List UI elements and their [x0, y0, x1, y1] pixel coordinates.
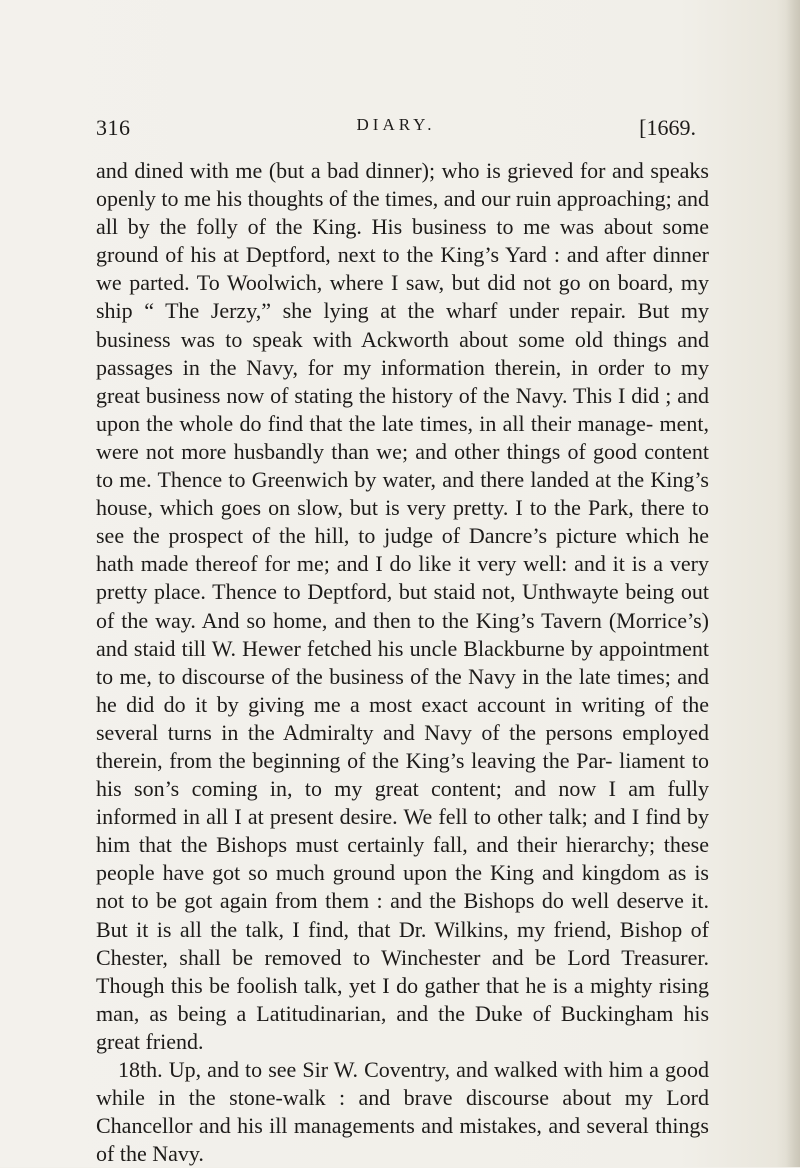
running-title: DIARY. — [356, 115, 436, 134]
diary-text — [96, 157, 709, 1168]
paragraph-continuation: and dined with me (but a bad dinner); who is grieved for and speaks openly to me his thoughts of the times, and our ruin approaching; and all by the folly of the King. His business to me was about some ground of his at Deptford, next to the King’s Yard : and after dinner we parted. To Woolwich, where I saw, but did not go on board, my ship “ The Jerzy,” she lying at the wharf under repair. But my business was to speak with Ackworth about some old things and passages in the Navy, for my information therein, in order to my great business now of stating the history of the Navy. This I did ; and upon the whole do find that the late times, in all their manage- ment, were not more husbandly than we; and other things of good content to me. Thence to Greenwich by water, and there landed at the King’s house, which goes on slow, but is very pretty. I to the Park, there to see the prospect of the hill, to judge of Dancre’s picture which he hath made thereof for me; and I do like it very well: and it is a very pretty place. Thence to Deptford, but staid not, Unthwayte being out of the way. And so home, and then to the King’s Tavern (Morrice’s) and staid till W. Hewer fetched his uncle Blackburne by appointment to me, to discourse of the business of the Navy in the late times; and he did do it by giving me a most exact account in writing of the several turns in the Admiralty and Navy of the persons employed therein, from the beginning of the King’s leaving the Par- liament to his son’s coming in, to my great content; and now I am fully informed in all I at present desire. We fell to other talk; and I find by him that the Bishops must certainly fall, and their hierarchy; these people have got so much ground upon the King and kingdom as is not to be got again from them : and the Bishops do well deserve it. But it is all the talk, I find, that Dr. Wilkins, my friend, Bishop of Chester, shall be removed to Winchester and be Lord Treasurer. Though this be foolish talk, yet I do gather that he is a mighty rising man, as being a Latitudinarian, and the Duke of Buckingham his great friend. — [96, 158, 709, 1054]
running-year: [1669. — [639, 115, 696, 140]
page-number: 316 — [96, 115, 131, 140]
page-edge-shadow — [786, 0, 800, 1167]
paragraph-18th: 18th. Up, and to see Sir W. Coventry, and walked with him a good while in the stone-walk : and brave discourse about my Lord Chancellor and his ill managements and mistakes, and several things of the Navy. — [96, 1057, 709, 1167]
running-header — [96, 115, 696, 145]
